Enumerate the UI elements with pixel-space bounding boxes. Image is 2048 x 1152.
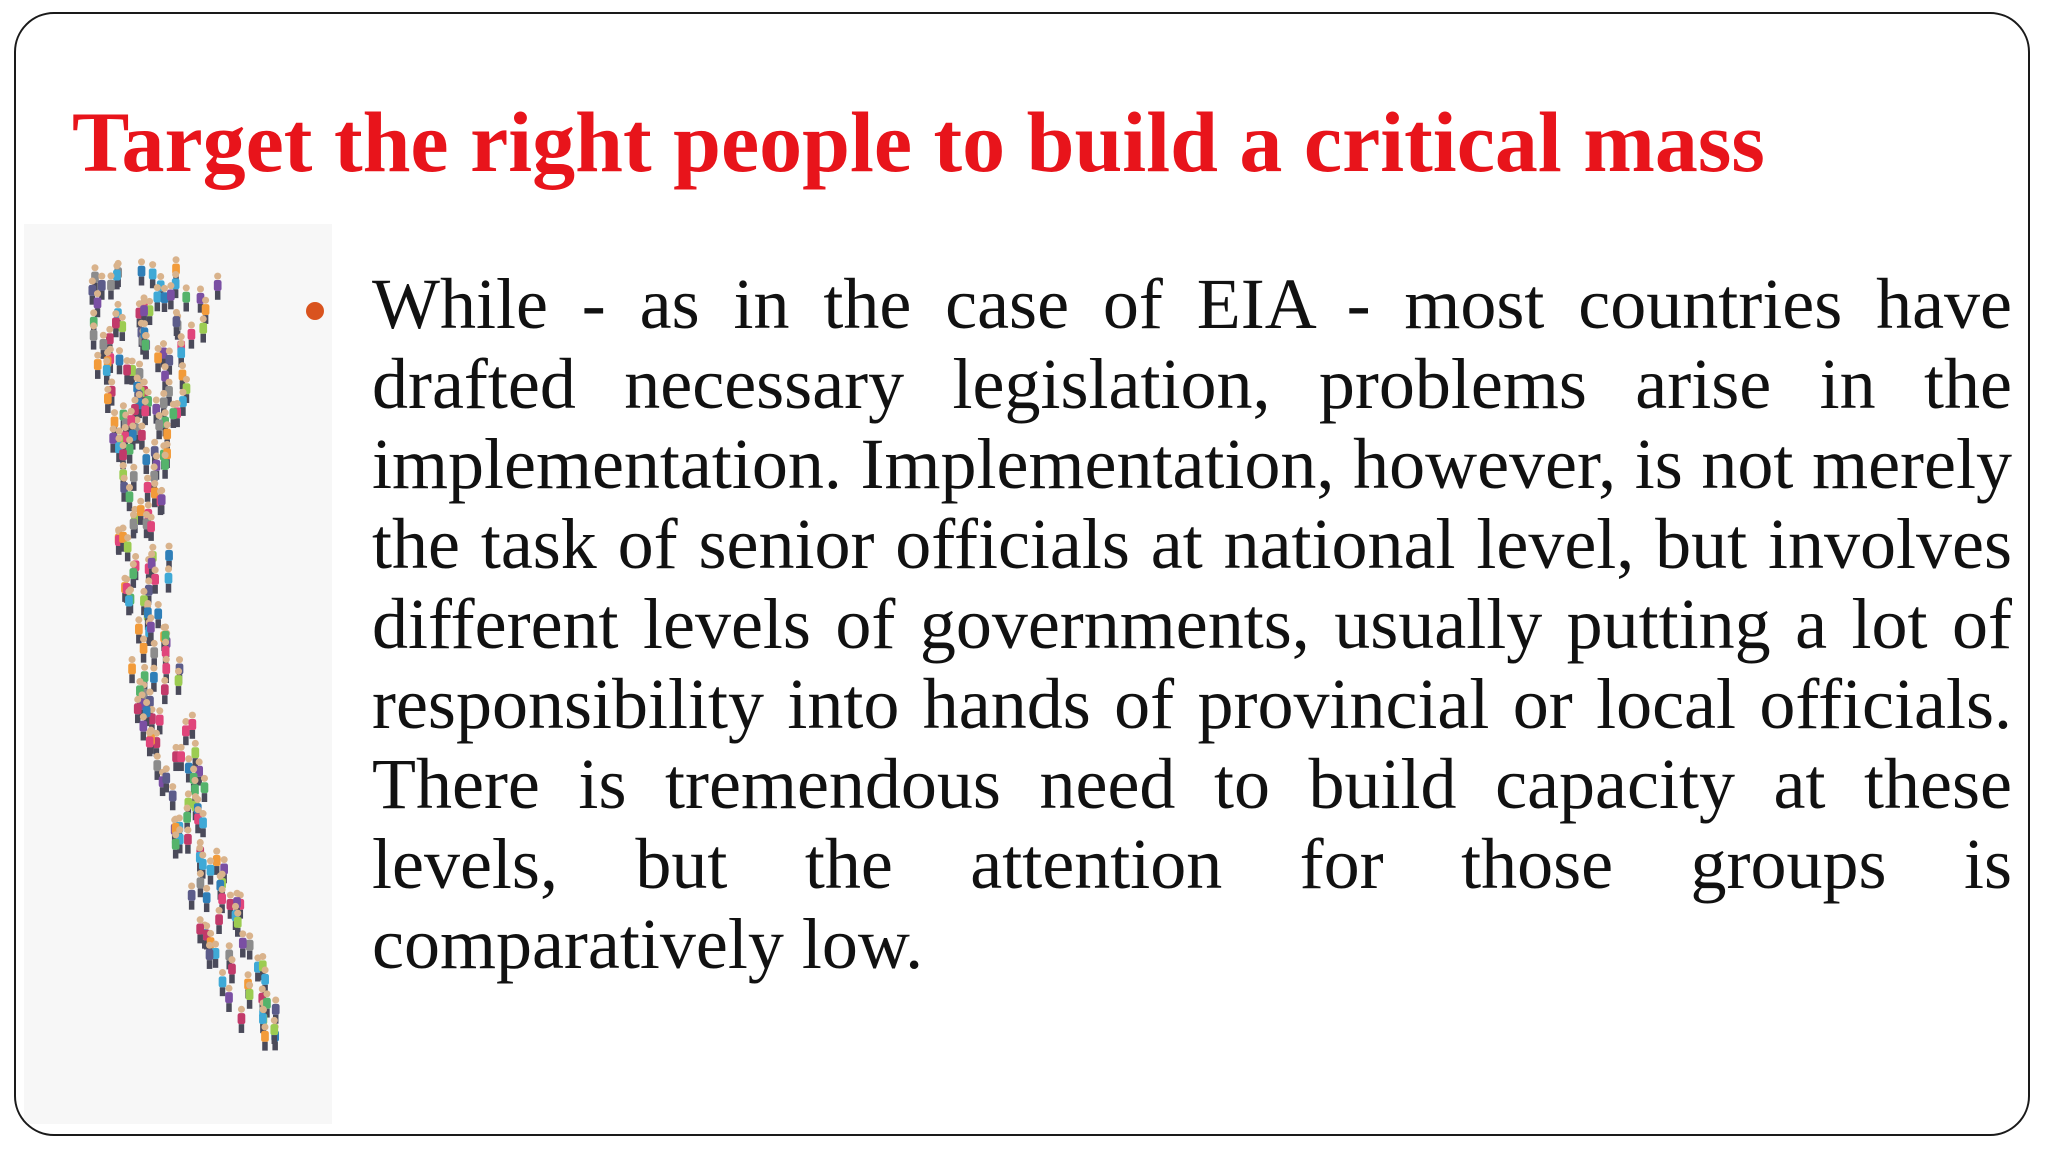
slide-title: Target the right people to build a critical mass <box>72 94 1765 190</box>
bullet-marker <box>306 302 324 320</box>
crowd-arrow-image <box>24 224 332 1124</box>
bullet-text: While - as in the case of EIA - most countries have drafted necessary legislation, problems arise in the implementation. Implementation, however, is not merely the task of senior officials at national level, but involves different levels of governments, usually putting a lot of responsibility into hands of provincial or local officials. There is tremendous need to build capacity at these levels, but the attention for those groups is comparatively low. <box>372 264 2012 984</box>
slide-frame <box>14 12 2030 1136</box>
crowd-arrow-icon <box>24 224 332 1124</box>
